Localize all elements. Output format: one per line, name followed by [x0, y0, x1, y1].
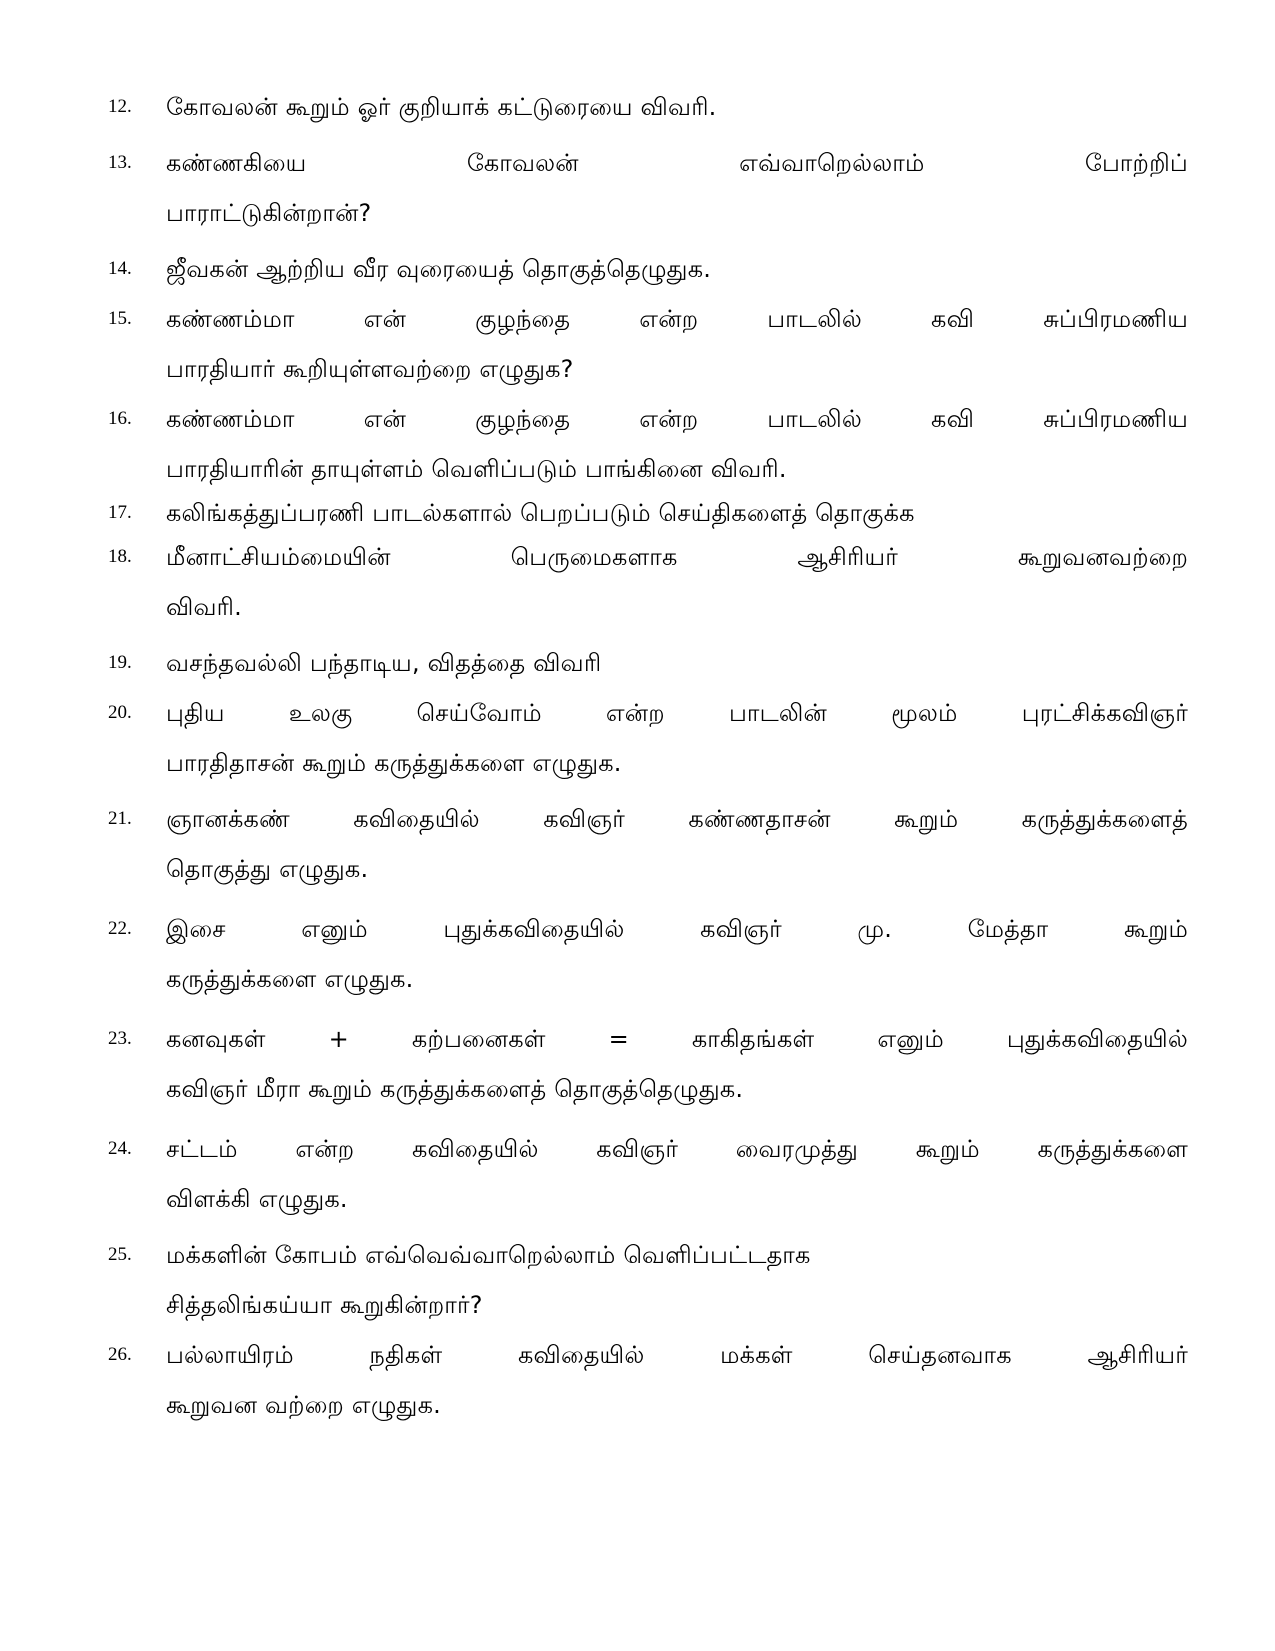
question-line: கோவலன் கூறும் ஓர் குறியாக் கட்டுரையை விவரி.	[166, 93, 717, 121]
question-number: 26.	[108, 1344, 132, 1365]
question-line: சித்தலிங்கய்யா கூறுகின்றார்?	[166, 1291, 483, 1319]
question-line: கலிங்கத்துப்பரணி பாடல்களால் பெறப்படும் செய்திகளைத் தொகுக்க	[166, 499, 915, 527]
question-item	[108, 294, 1188, 394]
question-text	[166, 1330, 1188, 1430]
question-item	[108, 1014, 1188, 1114]
question-line: இசை எனும் புதுக்கவிதையில் கவிஞர் மு. மேத்தா கூறும்	[166, 915, 1188, 943]
question-item	[108, 138, 1188, 238]
question-line: கூறுவன வற்றை எழுதுக.	[166, 1391, 441, 1419]
question-text	[166, 1230, 1188, 1330]
question-list	[108, 82, 1188, 1430]
question-number: 18.	[108, 546, 132, 567]
question-number: 24.	[108, 1138, 132, 1159]
question-text	[166, 794, 1188, 894]
question-text	[166, 1124, 1188, 1224]
question-line: விளக்கி எழுதுக.	[166, 1185, 348, 1213]
question-item	[108, 244, 1188, 294]
question-item	[108, 688, 1188, 788]
question-item	[108, 82, 1188, 132]
question-line: பாராட்டுகின்றான்?	[166, 199, 372, 227]
question-number: 17.	[108, 502, 132, 523]
question-line: பாரதிதாசன் கூறும் கருத்துக்களை எழுதுக.	[166, 749, 622, 777]
question-text	[166, 1014, 1188, 1114]
question-item	[108, 1124, 1188, 1224]
question-text	[166, 244, 1188, 294]
question-line: பல்லாயிரம் நதிகள் கவிதையில் மக்கள் செய்தனவாக ஆசிரியர்	[166, 1341, 1188, 1369]
question-text	[166, 394, 1188, 494]
question-number: 25.	[108, 1244, 132, 1265]
question-number: 15.	[108, 308, 132, 329]
question-line: புதிய உலகு செய்வோம் என்ற பாடலின் மூலம் புரட்சிக்கவிஞர்	[166, 699, 1188, 727]
question-text	[166, 138, 1188, 238]
question-item	[108, 488, 1188, 538]
question-number: 23.	[108, 1028, 132, 1049]
question-number: 13.	[108, 152, 132, 173]
question-line: தொகுத்து எழுதுக.	[166, 855, 369, 883]
question-line: ஜீவகன் ஆற்றிய வீர வுரையைத் தொகுத்தெழுதுக.	[166, 255, 712, 283]
question-number: 21.	[108, 808, 132, 829]
question-item	[108, 1330, 1188, 1430]
question-number: 20.	[108, 702, 132, 723]
question-item	[108, 904, 1188, 1004]
question-line: கவிஞர் மீரா கூறும் கருத்துக்களைத் தொகுத்தெழுதுக.	[166, 1075, 744, 1103]
question-line: ஞானக்கண் கவிதையில் கவிஞர் கண்ணதாசன் கூறும் கருத்துக்களைத்	[166, 805, 1188, 833]
question-number: 12.	[108, 96, 132, 117]
question-line: கண்ணம்மா என் குழந்தை என்ற பாடலில் கவி சுப்பிரமணிய	[166, 405, 1188, 433]
question-line: பாரதியாரின் தாயுள்ளம் வெளிப்படும் பாங்கினை விவரி.	[166, 455, 787, 483]
question-text	[166, 488, 1188, 538]
question-text	[166, 638, 1188, 688]
question-line: சட்டம் என்ற கவிதையில் கவிஞர் வைரமுத்து கூறும் கருத்துக்களை	[166, 1135, 1188, 1163]
question-item	[108, 532, 1188, 632]
question-line: மீனாட்சியம்மையின் பெருமைகளாக ஆசிரியர் கூறுவனவற்றை	[166, 543, 1188, 571]
question-item	[108, 394, 1188, 494]
question-text	[166, 688, 1188, 788]
question-text	[166, 532, 1188, 632]
question-number: 16.	[108, 408, 132, 429]
question-item	[108, 794, 1188, 894]
question-line: வசந்தவல்லி பந்தாடிய, விதத்தை விவரி	[166, 649, 602, 677]
question-line: பாரதியார் கூறியுள்ளவற்றை எழுதுக?	[166, 355, 574, 383]
question-text	[166, 294, 1188, 394]
question-text	[166, 82, 1188, 132]
question-line: கண்ணம்மா என் குழந்தை என்ற பாடலில் கவி சுப்பிரமணிய	[166, 305, 1188, 333]
question-line: விவரி.	[166, 593, 242, 621]
question-line: கருத்துக்களை எழுதுக.	[166, 965, 414, 993]
question-line: மக்களின் கோபம் எவ்வெவ்வாறெல்லாம் வெளிப்பட்டதாக	[166, 1241, 811, 1269]
question-item	[108, 1230, 1188, 1330]
question-text	[166, 904, 1188, 1004]
question-number: 22.	[108, 918, 132, 939]
question-number: 19.	[108, 652, 132, 673]
question-line: கண்ணகியை கோவலன் எவ்வாறெல்லாம் போற்றிப்	[166, 149, 1188, 177]
question-line: கனவுகள் + கற்பனைகள் = காகிதங்கள் எனும் புதுக்கவிதையில்	[166, 1025, 1188, 1053]
question-number: 14.	[108, 258, 132, 279]
question-item	[108, 638, 1188, 688]
